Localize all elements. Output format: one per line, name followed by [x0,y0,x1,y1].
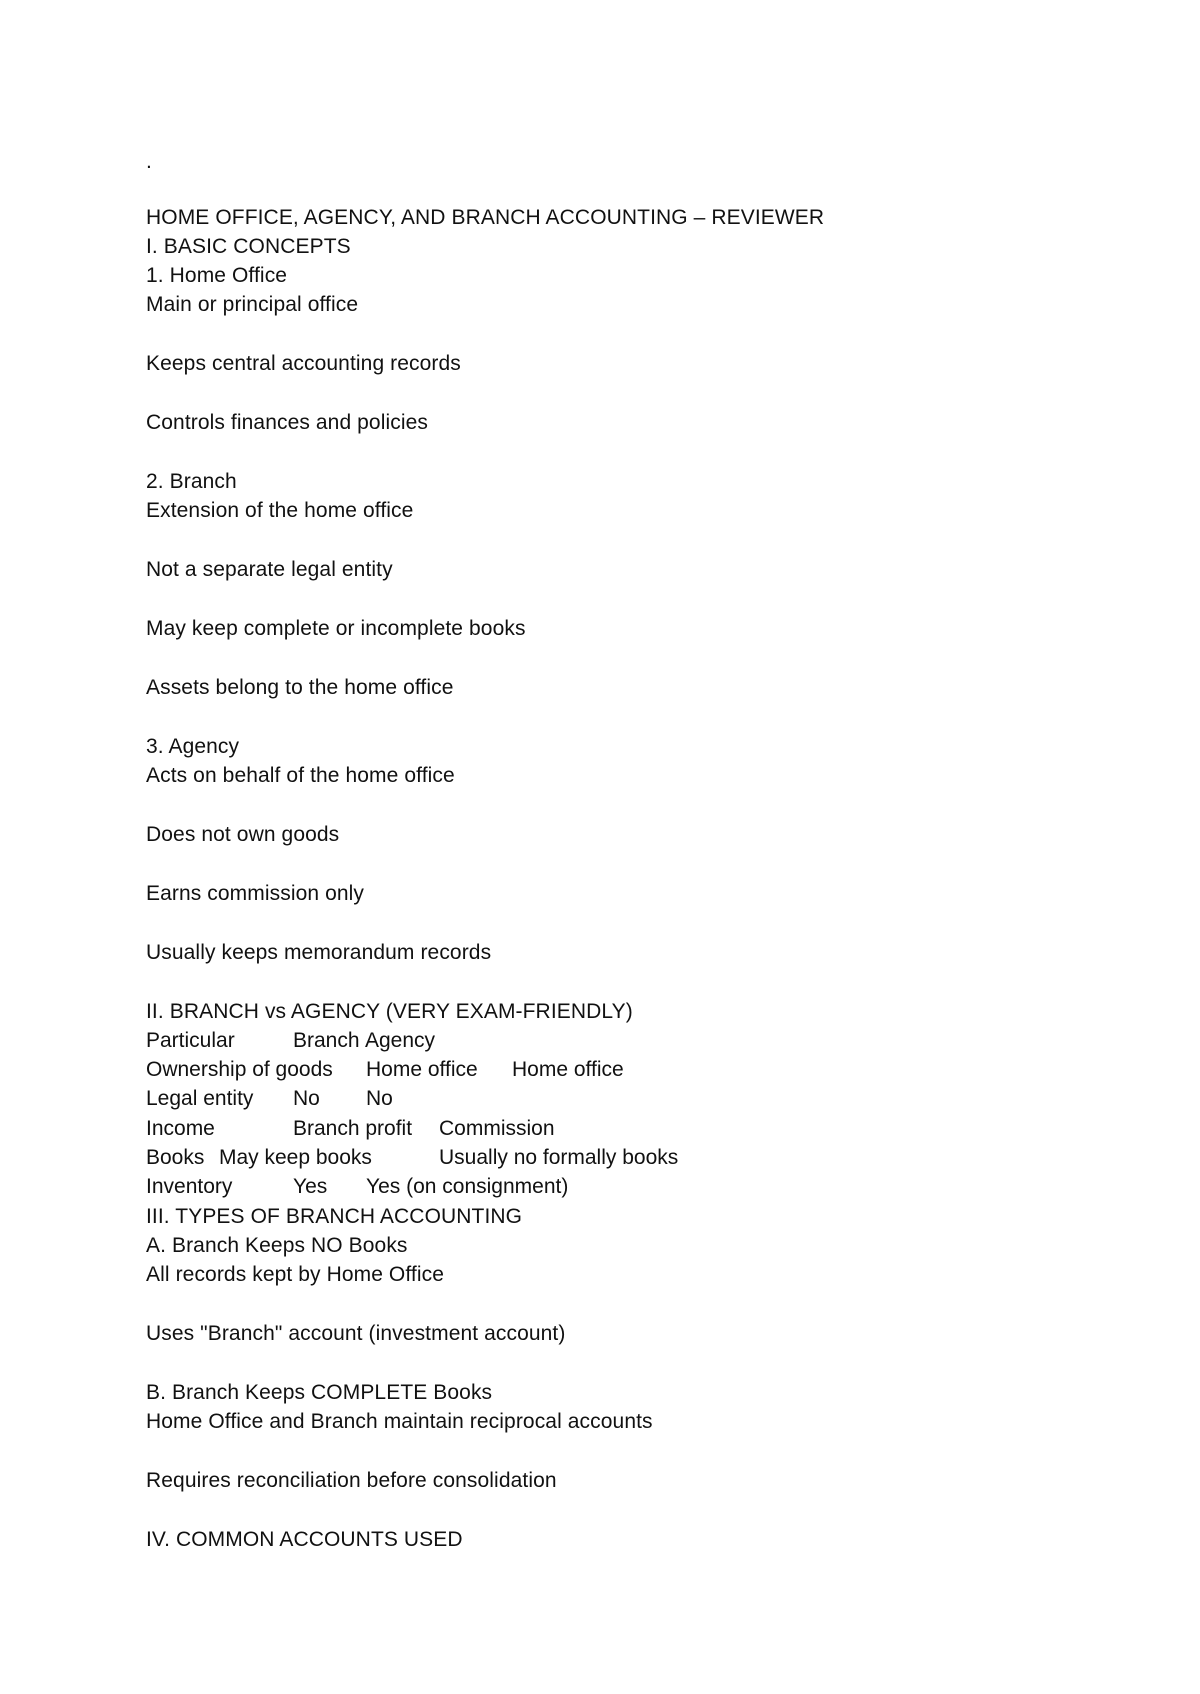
table-cell: Usually no formally books [439,1146,679,1169]
table-cell: Legal entity [146,1087,254,1110]
table-cell: May keep books [219,1146,372,1169]
table-cell: Home office [366,1058,478,1081]
bullet-text: Earns commission only [146,882,365,905]
subheading-branch-keeps-no-books: A. Branch Keeps NO Books [146,1234,408,1257]
table-cell: Yes (on consignment) [366,1175,569,1198]
table-header-cell: Agency [365,1029,436,1052]
section-heading-branch-vs-agency: II. BRANCH vs AGENCY (VERY EXAM-FRIENDLY) [146,1000,633,1023]
leading-dot: . [146,150,152,173]
subheading-agency: 3. Agency [146,735,240,758]
bullet-text: Acts on behalf of the home office [146,764,455,787]
bullet-text: Keeps central accounting records [146,352,461,375]
bullet-text: May keep complete or incomplete books [146,617,526,640]
table-cell: No [366,1087,393,1110]
bullet-text: Usually keeps memorandum records [146,941,492,964]
bullet-text: Does not own goods [146,823,340,846]
subheading-branch: 2. Branch [146,470,237,493]
bullet-text: Assets belong to the home office [146,676,454,699]
table-cell: Home office [512,1058,624,1081]
subheading-branch-keeps-complete-books: B. Branch Keeps COMPLETE Books [146,1381,493,1404]
bullet-text: Home Office and Branch maintain reciprocal accounts [146,1410,653,1433]
document-title: HOME OFFICE, AGENCY, AND BRANCH ACCOUNTING – REVIEWER [146,206,825,229]
table-cell: Income [146,1117,215,1140]
bullet-text: Main or principal office [146,293,359,316]
table-cell: Books [146,1146,205,1169]
table-cell: Branch profit [293,1117,413,1140]
table-cell: Ownership of goods [146,1058,333,1081]
section-heading-common-accounts-used: IV. COMMON ACCOUNTS USED [146,1528,463,1551]
bullet-text: Uses "Branch" account (investment account) [146,1322,566,1345]
table-cell: Yes [293,1175,328,1198]
bullet-text: Controls finances and policies [146,411,428,434]
table-header-cell: Branch [293,1029,360,1052]
section-heading-types-of-branch-accounting: III. TYPES OF BRANCH ACCOUNTING [146,1205,523,1228]
subheading-home-office: 1. Home Office [146,264,288,287]
table-cell: Commission [439,1117,555,1140]
section-heading-basic-concepts: I. BASIC CONCEPTS [146,235,351,258]
bullet-text: Extension of the home office [146,499,414,522]
table-cell: Inventory [146,1175,233,1198]
bullet-text: Requires reconciliation before consolidation [146,1469,557,1492]
table-header-cell: Particular [146,1029,235,1052]
table-cell: No [293,1087,320,1110]
bullet-text: Not a separate legal entity [146,558,393,581]
bullet-text: All records kept by Home Office [146,1263,444,1286]
